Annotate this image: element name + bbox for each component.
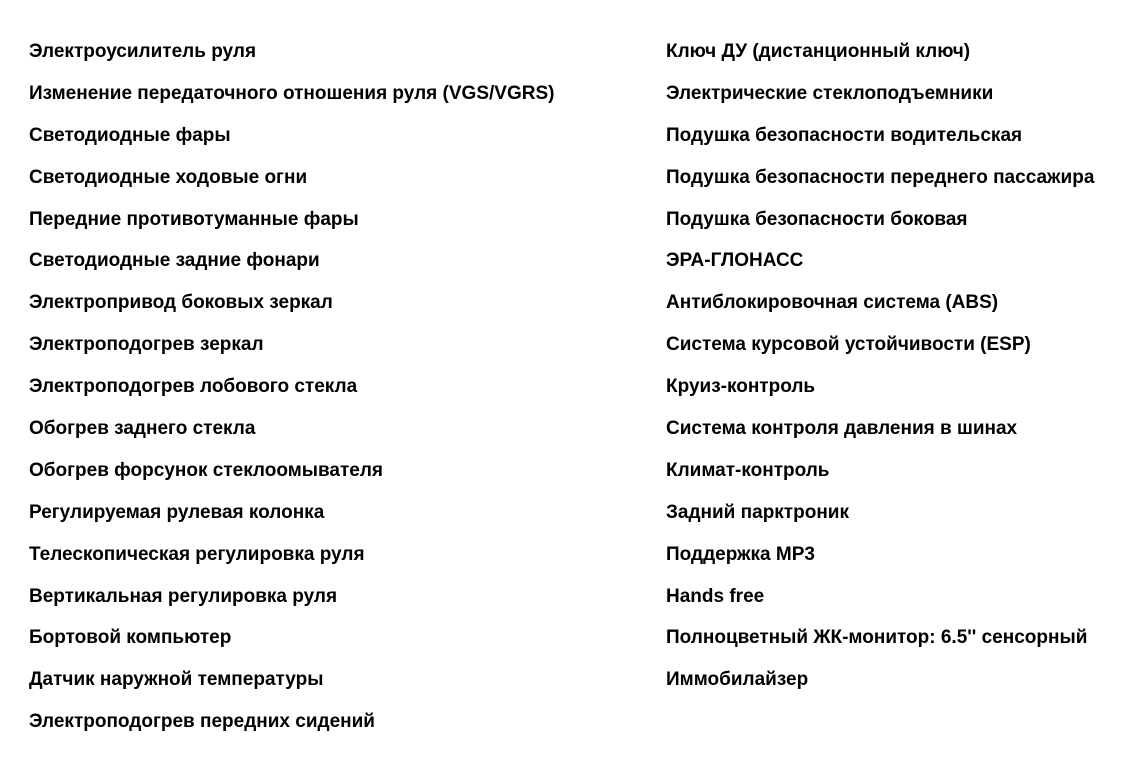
- feature-item: Бортовой компьютер: [29, 627, 232, 649]
- feature-item: Регулируемая рулевая колонка: [29, 501, 325, 523]
- feature-item: Климат-контроль: [666, 459, 830, 481]
- feature-item: Электропривод боковых зеркал: [29, 292, 333, 314]
- feature-item: Иммобилайзер: [666, 669, 809, 691]
- feature-item: Подушка безопасности водительская: [666, 124, 1023, 146]
- feature-item: Светодиодные фары: [29, 124, 231, 146]
- feature-item: Подушка безопасности переднего пассажира: [666, 166, 1095, 188]
- feature-item: Подушка безопасности боковая: [666, 208, 968, 230]
- feature-item: Обогрев форсунок стеклоомывателя: [29, 459, 384, 481]
- feature-item: Поддержка MP3: [666, 543, 815, 565]
- feature-item: Круиз-контроль: [666, 376, 816, 398]
- feature-item: Антиблокировочная система (ABS): [666, 292, 999, 314]
- feature-item: Передние противотуманные фары: [29, 208, 359, 230]
- feature-item: Электроподогрев зеркал: [29, 334, 264, 356]
- feature-item: Система контроля давления в шинах: [666, 418, 1018, 440]
- feature-item: Обогрев заднего стекла: [29, 418, 256, 440]
- features-right-column: [666, 31, 1131, 701]
- features-left-column: [29, 31, 629, 743]
- feature-item: Задний парктроник: [666, 501, 849, 523]
- feature-item: ЭРА-ГЛОНАСС: [666, 250, 804, 272]
- feature-item: Изменение передаточного отношения руля (VGS/VGRS): [29, 82, 555, 104]
- feature-item: Hands free: [666, 585, 765, 607]
- feature-item: Светодиодные задние фонари: [29, 250, 320, 272]
- feature-item: Ключ ДУ (дистанционный ключ): [666, 41, 971, 62]
- feature-item: Электроусилитель руля: [29, 41, 257, 62]
- feature-item: Телескопическая регулировка руля: [29, 543, 365, 565]
- feature-item: Электроподогрев лобового стекла: [29, 376, 358, 398]
- feature-item: Электроподогрев передних сидений: [29, 711, 375, 733]
- feature-item: Вертикальная регулировка руля: [29, 585, 338, 607]
- feature-item: Светодиодные ходовые огни: [29, 166, 308, 188]
- feature-item: Датчик наружной температуры: [29, 669, 324, 691]
- feature-item: Система курсовой устойчивости (ESP): [666, 334, 1031, 356]
- feature-item: Электрические стеклоподъемники: [666, 82, 994, 104]
- feature-item: Полноцветный ЖК-монитор: 6.5'' сенсорный: [666, 627, 1088, 649]
